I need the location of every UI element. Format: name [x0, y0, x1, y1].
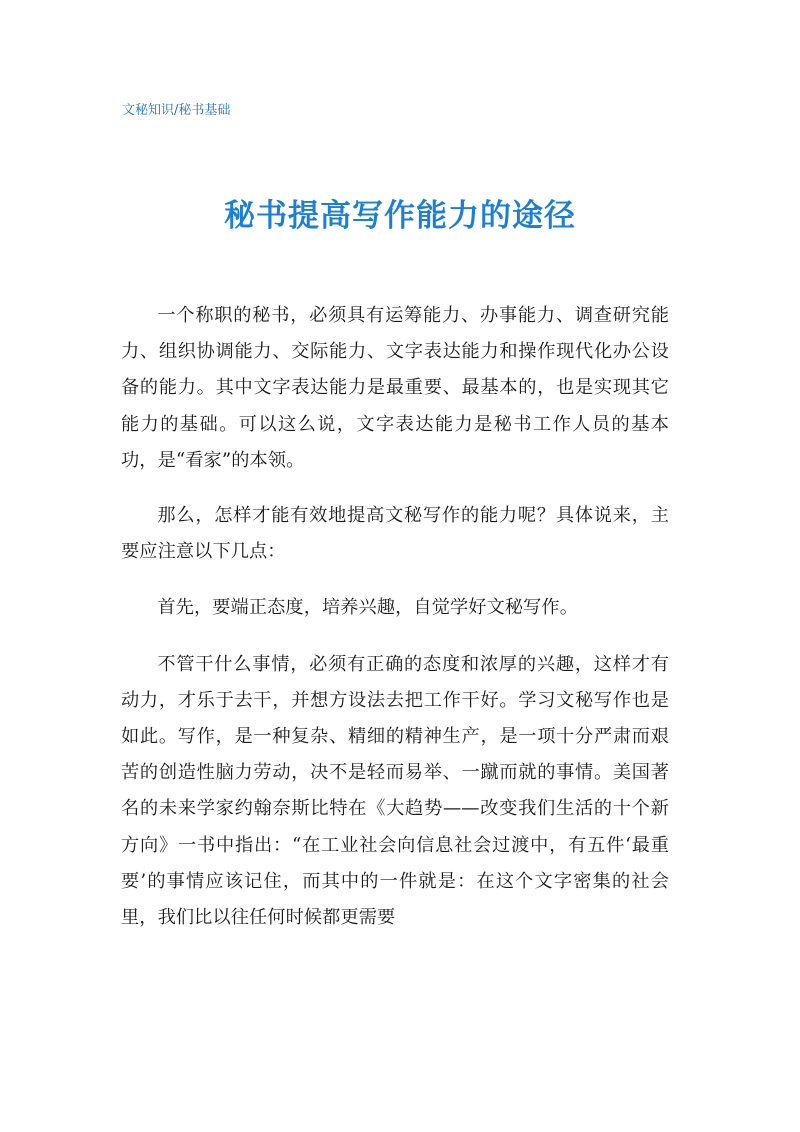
- breadcrumb: 文秘知识/秘书基础: [122, 103, 231, 118]
- paragraph-3: 首先，要端正态度，培养兴趣，自觉学好文秘写作。: [157, 597, 579, 619]
- paragraph-4: 不管干什么事情，必须有正确的态度和浓厚的兴趣，这样才有动力，才乐于去干，并想方设法去把工作干好。学习文秘写作也是如此。写作，是一种复杂、精细的精神生产，是一项十分严肃而艰苦的创造性脑力劳动，决不是轻而易举、一蹴而就的事情。美国著名的未来学家约翰奈斯比特在《大趋势——改变我们生活的十个新方向》一书中指出：“在工业社会向信息社会过渡中，有五件‘最重要’的事情应该记住，而其中的一件就是：在这个文字密集的社会里，我们比以往任何时候都更需要: [121, 653, 669, 929]
- document-body: [121, 298, 669, 956]
- paragraph-2: 那么，怎样才能有效地提高文秘写作的能力呢？具体说来，主要应注意以下几点：: [121, 505, 669, 563]
- paragraph-1: 一个称职的秘书，必须具有运筹能力、办事能力、调查研究能力、组织协调能力、交际能力、文字表达能力和操作现代化办公设备的能力。其中文字表达能力是最重要、最基本的，也是实现其它能力的基础。可以这么说，文字表达能力是秘书工作人员的基本功，是“看家”的本领。: [121, 305, 669, 471]
- page-title: 秘书提高写作能力的途径: [224, 198, 576, 234]
